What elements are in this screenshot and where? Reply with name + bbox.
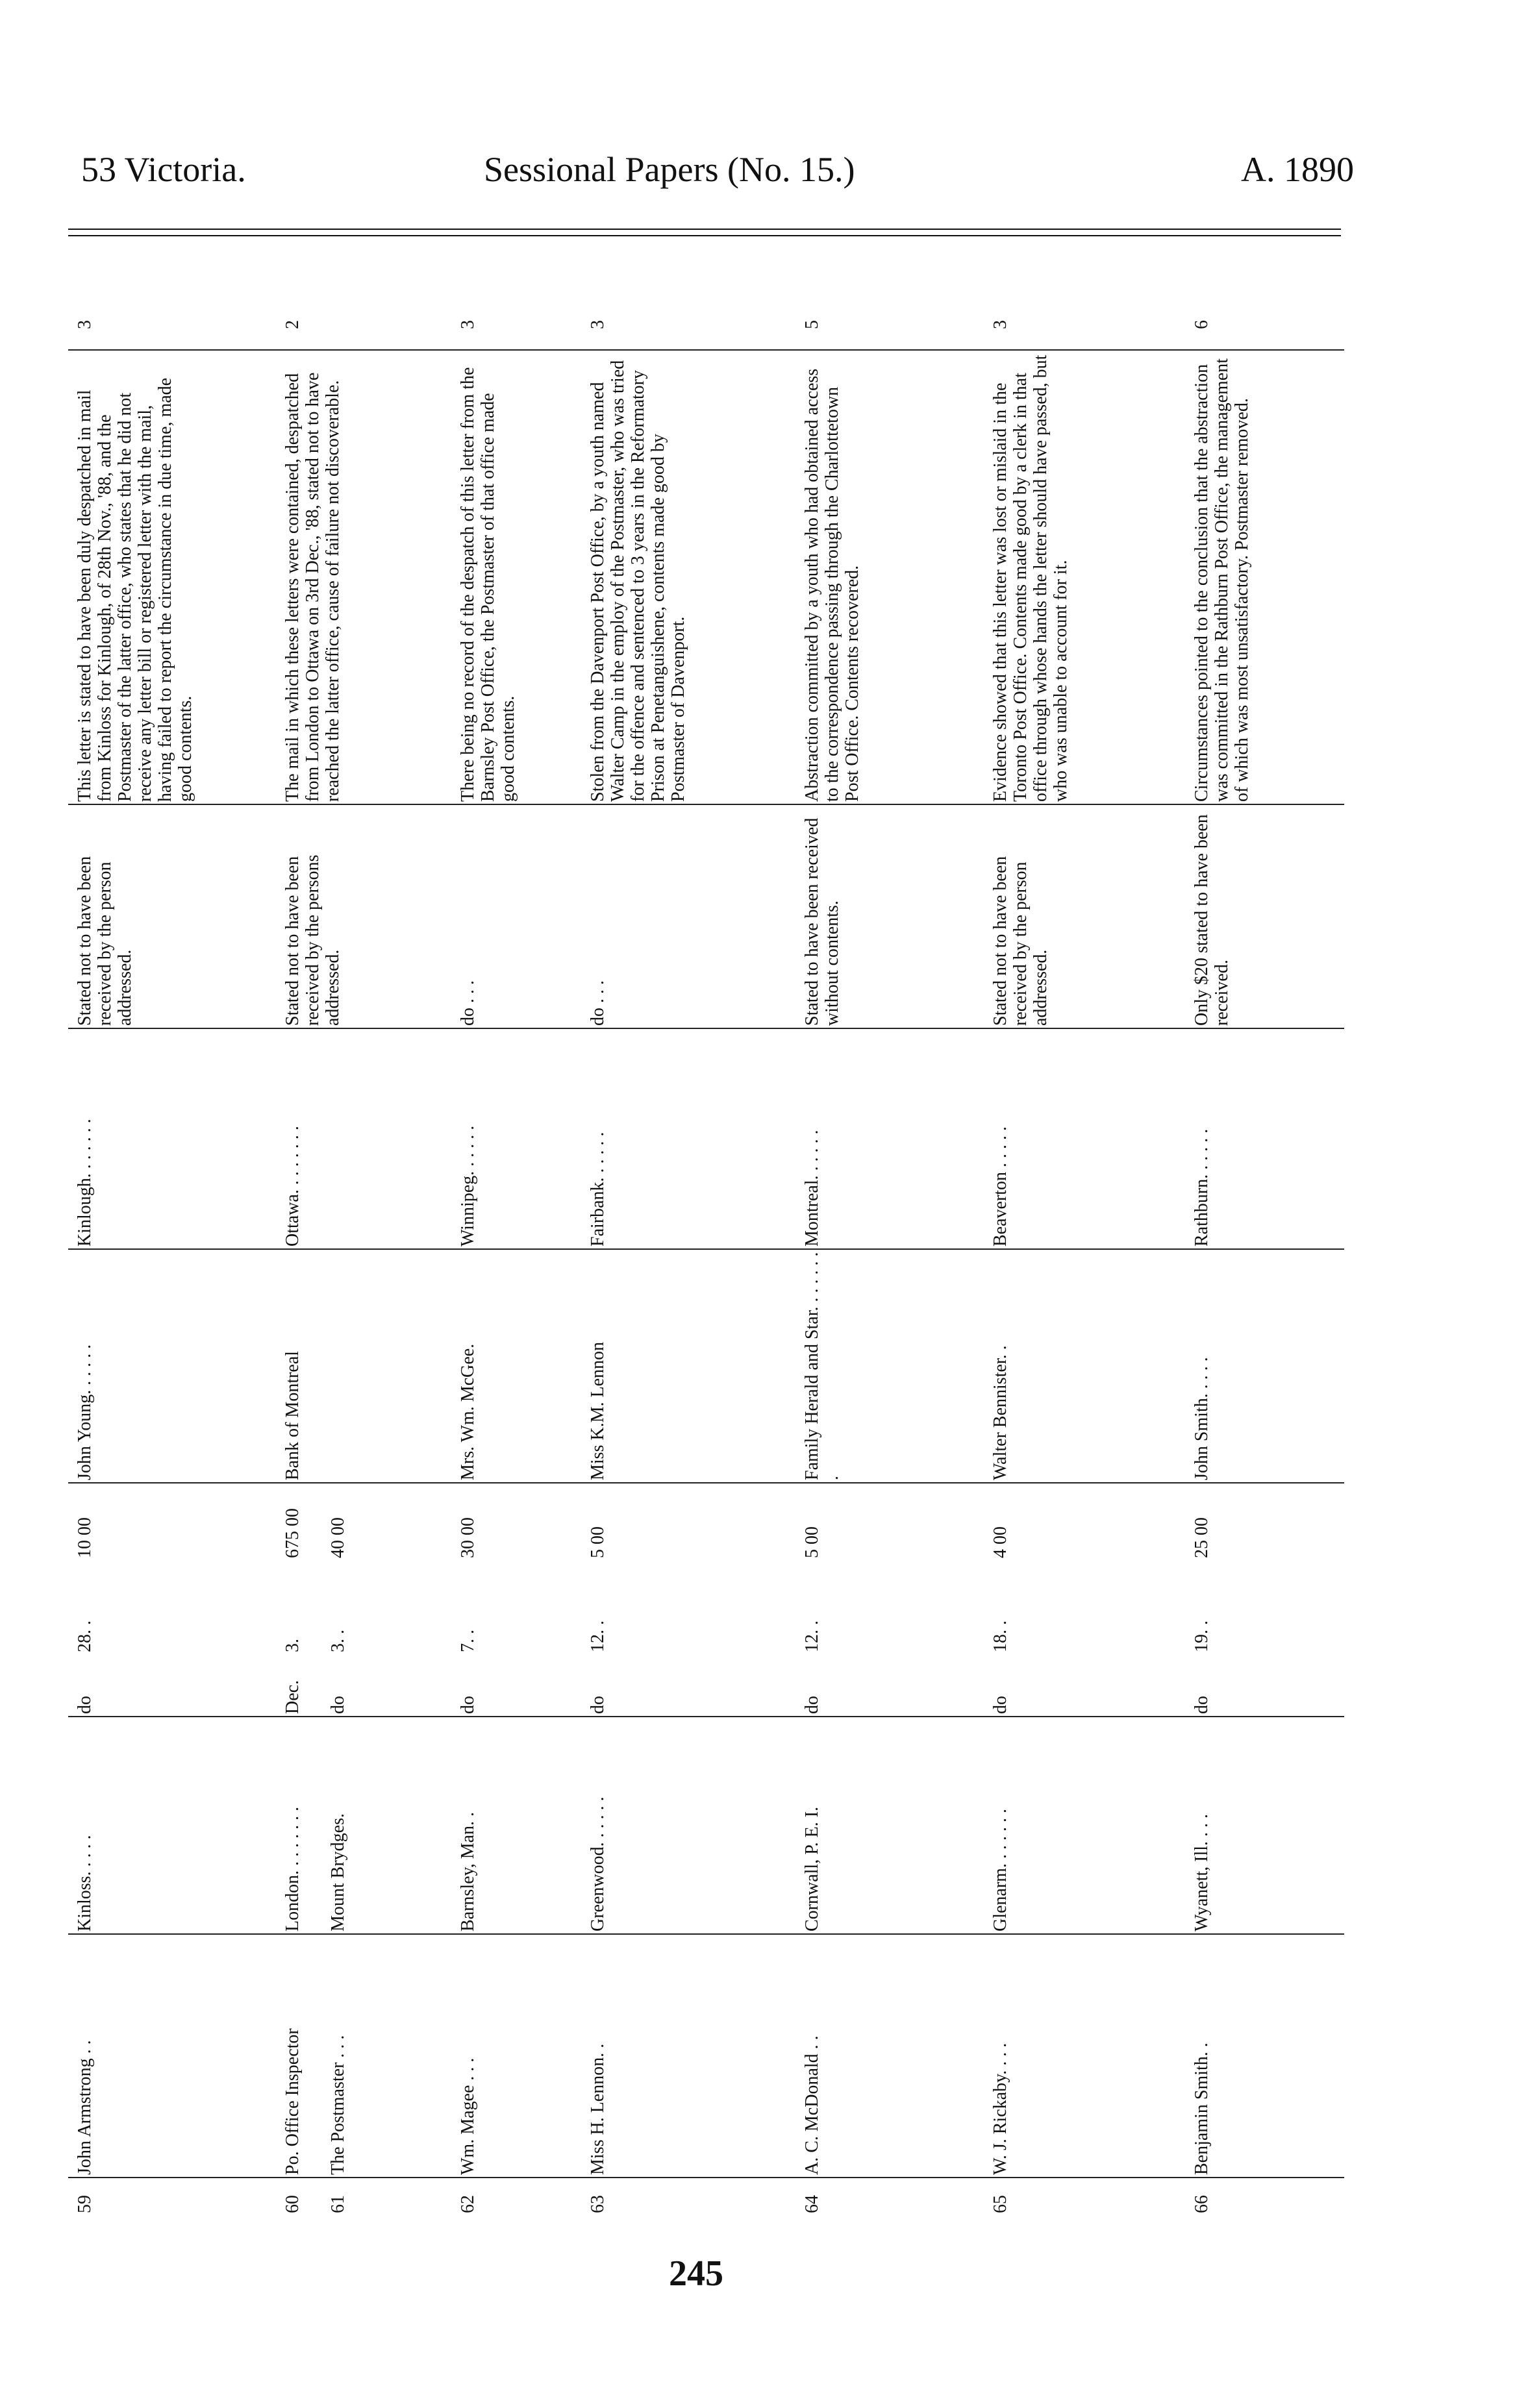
posting-day: 12. . bbox=[802, 1620, 822, 1652]
addressee-name: Family Herald and Star. . . . . . . . bbox=[802, 1252, 842, 1480]
result-text: Stated to have been received without contents. bbox=[802, 817, 842, 1026]
destination-office: Rathburn. . . . . . bbox=[1192, 1128, 1212, 1247]
table-body bbox=[68, 247, 1344, 2227]
result-text: Stated not to have been received by the persons addressed. bbox=[282, 854, 343, 1026]
sender-name: John Armstrong . . bbox=[75, 2040, 95, 2175]
row-count: 2 bbox=[282, 320, 303, 329]
column-rule bbox=[68, 349, 1344, 351]
posting-month: do bbox=[990, 1696, 1010, 1714]
row-number: 66 bbox=[1192, 2195, 1212, 2213]
sender-name: Miss H. Lennon. . bbox=[588, 2043, 608, 2175]
result-text: Stated not to have been received by the person addressed. bbox=[990, 856, 1051, 1026]
column-rule bbox=[68, 1482, 1344, 1483]
origin-office: Wyanett, Ill. . . . bbox=[1192, 1813, 1212, 1931]
result-text: do . . . bbox=[588, 980, 608, 1026]
origin-office: Cornwall, P. E. I. bbox=[802, 1806, 822, 1931]
column-rule bbox=[68, 1933, 1344, 1935]
row-count: 3 bbox=[588, 320, 608, 329]
amount: 40 00 bbox=[328, 1517, 348, 1558]
rotated-table bbox=[68, 247, 1344, 2227]
posting-day: 19. . bbox=[1192, 1620, 1212, 1652]
column-rule bbox=[68, 2177, 1344, 2178]
amount: 4 00 bbox=[990, 1526, 1010, 1558]
result-text: Only $20 stated to have been received. bbox=[1192, 814, 1232, 1026]
destination-office: Montreal. . . . . . bbox=[802, 1130, 822, 1247]
origin-office: Greenwood. . . . . . bbox=[588, 1796, 608, 1931]
header-session: 53 Victoria. bbox=[81, 150, 246, 189]
row-count: 5 bbox=[802, 320, 822, 329]
header-rule-bottom bbox=[68, 235, 1341, 236]
remarks-text: Circumstances pointed to the conclusion that the abstraction was committed in the Rathburn Post Office, the management of which was most unsatisfactory. Postmaster removed. bbox=[1192, 358, 1252, 802]
row-number: 63 bbox=[588, 2195, 608, 2213]
column-rule bbox=[68, 1248, 1344, 1250]
posting-month: do bbox=[75, 1696, 95, 1714]
posting-day: 18. . bbox=[990, 1620, 1010, 1652]
amount: 5 00 bbox=[588, 1526, 608, 1558]
remarks-text: Evidence showed that this letter was lost or mislaid in the Toronto Post Office. Contents made good by a clerk in that office through whose hands the letter should have passed, but who was unable to account for it. bbox=[990, 354, 1071, 802]
sender-name: A. C. McDonald . . bbox=[802, 2035, 822, 2175]
sender-name: The Postmaster . . . bbox=[328, 2035, 348, 2175]
row-number: 60 bbox=[282, 2195, 303, 2213]
posting-day: 28. . bbox=[75, 1620, 95, 1652]
running-header bbox=[81, 149, 1354, 208]
posting-day: 3. . bbox=[328, 1630, 348, 1652]
destination-office: Beaverton . . . . . bbox=[990, 1126, 1010, 1247]
sender-name: Benjamin Smith. . bbox=[1192, 2042, 1212, 2175]
origin-office: Glenarm. . . . . . . bbox=[990, 1809, 1010, 1931]
posting-month: do bbox=[1192, 1696, 1212, 1714]
result-text: Stated not to have been received by the person addressed. bbox=[75, 856, 135, 1026]
amount: 30 00 bbox=[458, 1517, 478, 1558]
row-number: 64 bbox=[802, 2195, 822, 2213]
row-number: 65 bbox=[990, 2195, 1010, 2213]
destination-office: Kinlough. . . . . . . bbox=[75, 1119, 95, 1247]
row-count: 3 bbox=[990, 320, 1010, 329]
posting-month: do bbox=[802, 1696, 822, 1714]
column-rule bbox=[68, 1028, 1344, 1029]
amount: 10 00 bbox=[75, 1517, 95, 1558]
header-title: Sessional Papers (No. 15.) bbox=[484, 150, 855, 189]
origin-office: Barnsley, Man. . bbox=[458, 1811, 478, 1931]
posting-month: do bbox=[588, 1696, 608, 1714]
column-rule bbox=[68, 804, 1344, 805]
posting-month: do bbox=[458, 1696, 478, 1714]
origin-office: Kinloss. . . . . bbox=[75, 1835, 95, 1931]
destination-office: Fairbank. . . . . . bbox=[588, 1132, 608, 1247]
addressee-name: Mrs. Wm. McGee. bbox=[458, 1343, 478, 1480]
page-number: 245 bbox=[669, 2253, 723, 2294]
remarks-text: Abstraction committed by a youth who had obtained access to the correspondence passing through the Charlottetown Post Office. Contents recovered. bbox=[802, 368, 862, 802]
row-number: 62 bbox=[458, 2195, 478, 2213]
posting-month: do bbox=[328, 1696, 348, 1714]
origin-office: Mount Brydges. bbox=[328, 1813, 348, 1931]
sender-name: W. J. Rickaby. . . . bbox=[990, 2042, 1010, 2175]
posting-month: Dec. bbox=[282, 1680, 303, 1714]
sender-name: Po. Office Inspector bbox=[282, 2028, 303, 2175]
remarks-text: This letter is stated to have been duly despatched in mail from Kinloss for Kinlough, of 28th Nov., '88, and the Postmaster of the latter office, who states that he did not receive any letter bill or registered letter with the mail, having failed to report the circumstance in due time, made good contents. bbox=[75, 377, 195, 802]
addressee-name: John Young. . . . . . bbox=[75, 1344, 95, 1480]
amount: 675 00 bbox=[282, 1508, 303, 1558]
remarks-text: The mail in which these letters were contained, despatched from London to Ottawa on 3rd Dec., '88, stated not to have reached the latter office, cause of failure not discoverable. bbox=[282, 372, 343, 802]
posting-day: 3. bbox=[282, 1639, 303, 1652]
posting-day: 12. . bbox=[588, 1620, 608, 1652]
row-count: 3 bbox=[458, 320, 478, 329]
amount: 25 00 bbox=[1192, 1517, 1212, 1558]
destination-office: Ottawa. . . . . . . . bbox=[282, 1126, 303, 1247]
addressee-name: Miss K.M. Lennon bbox=[588, 1341, 608, 1480]
row-count: 6 bbox=[1192, 320, 1212, 329]
remarks-text: There being no record of the despatch of this letter from the Barnsley Post Office, the Postmaster of that office made good contents. bbox=[458, 367, 518, 802]
posting-day: 7. . bbox=[458, 1630, 478, 1652]
row-count: 3 bbox=[75, 320, 95, 329]
addressee-name: Walter Bennister. . bbox=[990, 1345, 1010, 1480]
column-rule bbox=[68, 1716, 1344, 1717]
sender-name: Wm. Magee . . . bbox=[458, 2057, 478, 2175]
addressee-name: John Smith. . . . . bbox=[1192, 1357, 1212, 1480]
row-number: 61 bbox=[328, 2195, 348, 2213]
header-year: A. 1890 bbox=[1241, 150, 1354, 189]
addressee-name: Bank of Montreal bbox=[282, 1350, 303, 1480]
origin-office: London. . . . . . . . bbox=[282, 1806, 303, 1931]
destination-office: Winnipeg. . . . . . bbox=[458, 1125, 478, 1247]
row-number: 59 bbox=[75, 2195, 95, 2213]
result-text: do . . . bbox=[458, 980, 478, 1026]
header-rule-top bbox=[68, 229, 1341, 230]
remarks-text: Stolen from the Davenport Post Office, by a youth named Walter Camp in the employ of the Postmaster, who was tried for the offence and sentenced to 3 years in the Reformatory Prison at Penetanguishene, contents made good by Postmaster of Davenport. bbox=[588, 360, 688, 802]
amount: 5 00 bbox=[802, 1526, 822, 1558]
